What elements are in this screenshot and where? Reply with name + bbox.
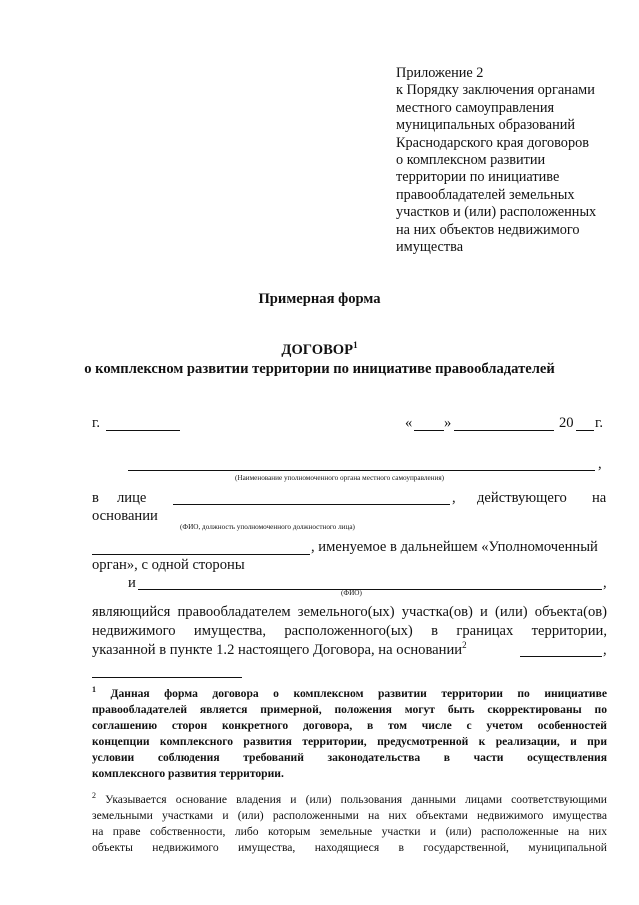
- text-v: в: [92, 490, 99, 506]
- date-open-quote: «: [405, 415, 413, 431]
- text-acting: действующего: [477, 490, 567, 506]
- appendix-line: территории по инициативе: [396, 169, 560, 186]
- representative-comma: ,: [452, 490, 456, 506]
- footnote-2-mark: 2: [92, 791, 96, 801]
- basis-document-blank[interactable]: [520, 656, 602, 657]
- paragraph-line-1: являющийся правообладателем земельного(ых) участка(ов) и (или) объекта(ов): [92, 604, 607, 620]
- paragraph-line-3-text: указанной в пункте 1.2 настоящего Договора, на основании: [92, 642, 463, 658]
- footnote-ref-2[interactable]: 2: [462, 640, 467, 651]
- appendix-line: Краснодарского края договоров: [396, 134, 589, 151]
- text-basis: основании: [92, 508, 158, 524]
- one-side-text: орган», с одной стороны: [92, 557, 245, 573]
- footnote-2-line: на праве собственности, либо которым земельные участки и (или) расположенные на них: [92, 825, 607, 838]
- footnote-2-line: земельными участками и (или) расположенными на них объектами недвижимого имущества: [92, 809, 607, 822]
- month-blank[interactable]: [454, 430, 554, 431]
- footnote-1-line: соглашению сторон конкретного договора, в том числе с учетом особенностей: [92, 719, 607, 732]
- appendix-line: муниципальных образований: [396, 117, 576, 134]
- appendix-line: имущества: [396, 239, 464, 256]
- footnote-2-line: объекты недвижимого имущества, находящиеся в государственной, муниципальной: [92, 841, 607, 854]
- document-subtitle: о комплексном развитии территории по инициативе правообладателей: [84, 361, 555, 377]
- footnote-1-line: $^1$ Данная форма договора о комплексном развитии территории по инициативе: [92, 685, 607, 700]
- hint-fio-position: (ФИО, должность уполномоченного должностного лица): [180, 523, 355, 531]
- appendix-line: правообладателей земельных: [396, 186, 575, 203]
- hint-organ: (Наименование уполномоченного органа местного самоуправления): [235, 474, 445, 482]
- footnote-separator: [92, 677, 242, 678]
- text-and: и: [128, 575, 136, 591]
- paragraph-line-3: [92, 642, 467, 659]
- appendix-line: о комплексном развитии: [396, 152, 546, 169]
- basis-blank[interactable]: [92, 554, 310, 555]
- year-suffix: г.: [595, 415, 603, 431]
- organ-name-blank[interactable]: [128, 470, 595, 471]
- hint-fio: (ФИО): [341, 589, 362, 597]
- footnote-1-line: правообладателей является примерной, положения могут быть скорректированы по: [92, 703, 607, 716]
- city-blank[interactable]: [106, 430, 180, 431]
- paragraph-line-2: недвижимого имущества, расположенного(ых) в границах территории,: [92, 623, 607, 639]
- day-blank[interactable]: [414, 430, 444, 431]
- title-main: ДОГОВОР: [281, 342, 354, 358]
- form-label: Примерная форма: [258, 291, 381, 307]
- text-face: лице: [117, 490, 147, 506]
- appendix-line: на них объектов недвижимого: [396, 221, 580, 238]
- footnote-1-line: комплексного развития территории.: [92, 767, 284, 780]
- rightholder-comma: ,: [603, 575, 607, 591]
- rightholder-fio-blank[interactable]: [138, 589, 602, 590]
- footnote-1-mark: 1: [92, 685, 96, 695]
- organ-comma: ,: [598, 456, 602, 472]
- document-title: [0, 342, 639, 359]
- appendix-line: Приложение 2: [396, 65, 484, 81]
- representative-blank[interactable]: [173, 504, 450, 505]
- footnote-1-line: условии соблюдения требований законодательства в части осуществления: [92, 751, 607, 764]
- appendix-line: местного самоуправления: [396, 99, 555, 116]
- appendix-line: к Порядку заключения органами: [396, 82, 595, 99]
- footnote-1-line: концепции комплексного развития территории, предусмотренной к реализации, и при: [92, 735, 607, 748]
- city-prefix: г.: [92, 415, 100, 431]
- named-authorized-text: , именуемое в дальнейшем «Уполномоченный: [311, 539, 598, 555]
- text-on: на: [592, 490, 607, 506]
- date-close-quote: »: [444, 415, 452, 431]
- appendix-line: участков и (или) расположенных: [396, 204, 597, 221]
- footnote-ref-1[interactable]: 1: [353, 340, 358, 351]
- year-prefix: 20: [559, 415, 574, 431]
- year-blank[interactable]: [576, 430, 594, 431]
- appendix-block: [396, 65, 596, 256]
- paragraph-comma: ,: [603, 642, 607, 658]
- footnote-2-line: $^2$ Указывается основание владения и (или) пользования данными лицами соответствующими: [92, 791, 607, 806]
